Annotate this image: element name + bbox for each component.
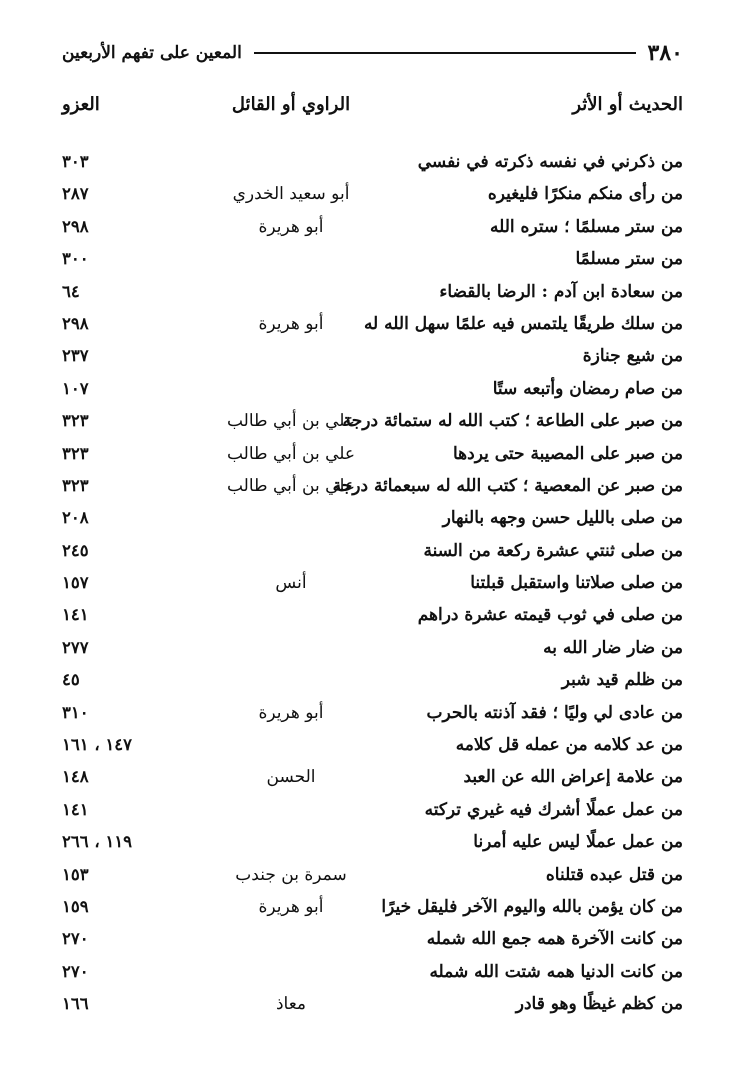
- narrator-name: أبو هريرة: [258, 702, 324, 723]
- narrator-name: علي بن أبي طالب: [226, 411, 356, 432]
- page-reference: ٣١٠: [62, 702, 89, 722]
- page-reference: ٢٩٨: [62, 313, 89, 333]
- page-reference: ١١٩ ، ٢٦٦: [62, 832, 133, 852]
- narrator-name: سمرة بن جندب: [235, 864, 347, 885]
- page-reference: ٤٥: [62, 670, 80, 690]
- page-reference: ١٥٣: [62, 864, 89, 884]
- hadith-text: من عمل عملًا أشرك فيه غيري تركته: [424, 799, 683, 820]
- page-reference: ١٥٩: [62, 896, 89, 916]
- page-reference: ٣٢٣: [62, 475, 89, 495]
- index-row: [62, 439, 683, 471]
- narrator-name: معاذ: [275, 994, 307, 1015]
- hadith-text: من صبر على الطاعة ؛ كتب الله له ستمائة درجة: [342, 411, 683, 432]
- index-row: [62, 827, 683, 859]
- index-row: [62, 471, 683, 503]
- index-row: [62, 924, 683, 956]
- column-headers: [62, 94, 683, 128]
- book-title: المعين على تفهم الأربعين: [62, 43, 242, 63]
- index-row: [62, 536, 683, 568]
- narrator-name: أبو سعيد الخدري: [232, 184, 350, 205]
- hadith-text: من كانت الآخرة همه جمع الله شمله: [426, 929, 683, 950]
- page-reference: ١٤٧ ، ١٦١: [62, 735, 133, 755]
- hadith-text: من صام رمضان وأتبعه ستًا: [492, 378, 683, 399]
- page-reference: ٢٩٨: [62, 216, 89, 236]
- hadith-text: من عمل عملًا ليس عليه أمرنا: [473, 832, 683, 853]
- index-row: [62, 730, 683, 762]
- hadith-text: من ضار ضار الله به: [543, 637, 683, 658]
- hadith-text: من ستر مسلمًا ؛ ستره الله: [489, 216, 683, 237]
- page-reference: ٢٧٧: [62, 637, 89, 657]
- hadith-text: من صلى بالليل حسن وجهه بالنهار: [442, 508, 683, 529]
- hadith-text: من صبر عن المعصية ؛ كتب الله له سبعمائة درجة: [332, 475, 683, 496]
- page-reference: ١٤٨: [62, 767, 89, 787]
- page-reference: ٢٣٧: [62, 346, 89, 366]
- hadith-text: من ذكرني في نفسه ذكرته في نفسي: [417, 152, 683, 172]
- page-reference: ٣٠٠: [62, 249, 89, 269]
- hadith-text: من صلى ثنتي عشرة ركعة من السنة: [423, 540, 683, 561]
- index-row: [62, 600, 683, 632]
- page-reference: ٢٧٠: [62, 929, 89, 949]
- index-row: [62, 406, 683, 438]
- page-reference: ٢٠٨: [62, 508, 89, 528]
- narrator-name: علي بن أبي طالب: [226, 443, 356, 464]
- hadith-text: من سلك طريقًا يلتمس فيه علمًا سهل الله له: [363, 313, 683, 334]
- index-row: [62, 179, 683, 211]
- header-rule: [254, 52, 636, 54]
- hadith-text: من شيع جنازة: [582, 346, 683, 367]
- index-row: [62, 957, 683, 989]
- index-entries: [62, 147, 683, 1022]
- index-row: [62, 892, 683, 924]
- page-reference: ٢٧٠: [62, 961, 89, 981]
- index-row: [62, 698, 683, 730]
- index-row: [62, 147, 683, 179]
- hadith-text: من سعادة ابن آدم : الرضا بالقضاء: [439, 281, 683, 302]
- page-reference: ٣٠٣: [62, 152, 89, 171]
- hadith-text: من صبر على المصيبة حتى يردها: [452, 443, 683, 464]
- hadith-text: من قتل عبده قتلناه: [545, 864, 683, 885]
- column-header-narrator: الراوي أو القائل: [231, 94, 351, 115]
- index-row: [62, 277, 683, 309]
- column-header-reference: العزو: [62, 94, 100, 115]
- page-number: ٣٨٠: [647, 40, 683, 66]
- page-reference: ١٠٧: [62, 378, 89, 398]
- index-row: [62, 633, 683, 665]
- column-header-text: الحديث أو الأثر: [572, 94, 683, 115]
- hadith-text: من علامة إعراض الله عن العبد: [463, 767, 683, 788]
- index-row: [62, 244, 683, 276]
- running-header: [62, 38, 683, 68]
- hadith-text: من ستر مسلمًا: [575, 249, 683, 270]
- page-reference: ٦٤: [62, 281, 80, 301]
- index-row: [62, 212, 683, 244]
- index-row: [62, 989, 683, 1021]
- index-row: [62, 503, 683, 535]
- narrator-name: علي بن أبي طالب: [226, 475, 356, 496]
- hadith-text: من عد كلامه من عمله قل كلامه: [455, 735, 683, 756]
- page-reference: ١٤١: [62, 605, 89, 625]
- page-reference: ١٦٦: [62, 994, 89, 1014]
- narrator-name: أبو هريرة: [258, 216, 324, 237]
- page-reference: ١٤١: [62, 799, 89, 819]
- index-row: [62, 309, 683, 341]
- page-reference: ٣٢٣: [62, 411, 89, 431]
- hadith-text: من صلى في ثوب قيمته عشرة دراهم: [417, 605, 683, 626]
- index-row: [62, 762, 683, 794]
- page-reference: ٢٨٧: [62, 184, 89, 204]
- hadith-text: من رأى منكم منكرًا فليغيره: [487, 184, 683, 205]
- index-row: [62, 665, 683, 697]
- hadith-text: من ظلم قيد شبر: [561, 670, 683, 691]
- index-row: [62, 374, 683, 406]
- narrator-name: الحسن: [266, 767, 316, 788]
- index-row: [62, 341, 683, 373]
- hadith-text: من كظم غيظًا وهو قادر: [515, 994, 683, 1015]
- narrator-name: أبو هريرة: [258, 896, 324, 917]
- hadith-text: من عادى لي وليًا ؛ فقد آذنته بالحرب: [426, 702, 683, 723]
- index-row: [62, 795, 683, 827]
- narrator-name: أنس: [275, 573, 307, 594]
- hadith-text: من كانت الدنيا همه شتت الله شمله: [429, 961, 683, 982]
- narrator-name: أبو هريرة: [258, 313, 324, 334]
- page-reference: ٣٢٣: [62, 443, 89, 463]
- page-reference: ٢٤٥: [62, 540, 89, 560]
- hadith-text: من صلى صلاتنا واستقبل قبلتنا: [470, 573, 683, 594]
- hadith-text: من كان يؤمن بالله واليوم الآخر فليقل خيرًا: [381, 896, 683, 917]
- index-row: [62, 860, 683, 892]
- page-reference: ١٥٧: [62, 573, 89, 593]
- index-row: [62, 568, 683, 600]
